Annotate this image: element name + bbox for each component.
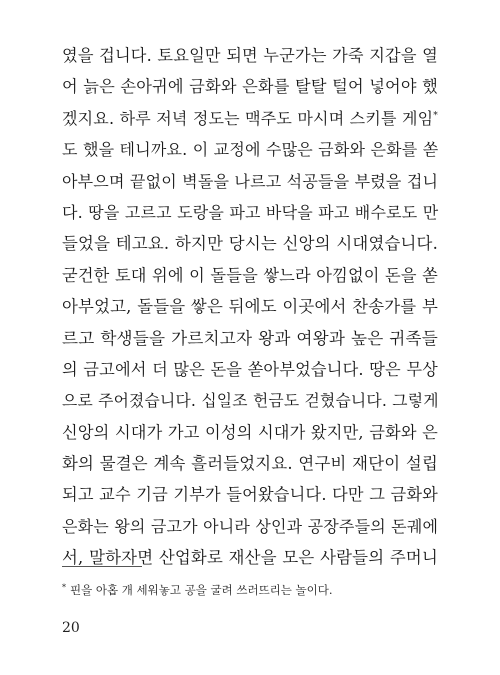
body-line: 으로 주어졌습니다. 십일조 헌금도 걷혔습니다. 그렇게 <box>62 391 439 411</box>
footnote-text: 핀을 아홉 개 세워놓고 공을 굴려 쓰러뜨리는 놀이다. <box>70 583 333 597</box>
body-line: 아부었고, 돌들을 쌓은 뒤에도 이곳에서 찬송가를 부 <box>62 297 438 317</box>
body-line: 굳건한 토대 위에 이 돌들을 쌓느라 아낌없이 돈을 쏟 <box>62 265 438 285</box>
body-line: 였을 겁니다. 토요일만 되면 누군가는 가죽 지갑을 열 <box>62 46 438 65</box>
body-line-with-footnote <box>62 103 438 134</box>
body-line: 의 금고에서 더 많은 돈을 쏟아부었습니다. 땅은 무상 <box>62 359 438 379</box>
body-line: 되고 교수 기금 기부가 들어왔습니다. 다만 그 금화와 <box>62 485 438 505</box>
body-line: 도 했을 테니까요. 이 교정에 수많은 금화와 은화를 쏟 <box>62 140 439 160</box>
footnote-mark: * <box>62 583 66 592</box>
footnote <box>62 580 442 598</box>
body-line-text: 겠지요. 하루 저녁 정도는 맥주도 마시며 스키틀 게임 <box>62 108 434 128</box>
body-line: 화의 물결은 계속 흘러들었지요. 연구비 재단이 설립 <box>62 454 438 474</box>
body-line: 은화는 왕의 금고가 아니라 상인과 공장주들의 돈궤에 <box>62 516 439 536</box>
body-line: 서, 말하자면 산업화로 재산을 모은 사람들의 주머니 <box>62 548 438 568</box>
footnote-divider <box>62 566 142 567</box>
body-line: 어 늙은 손아귀에 금화와 은화를 탈탈 털어 넣어야 했 <box>62 77 438 97</box>
body-line: 다. 땅을 고르고 도랑을 파고 바닥을 파고 배수로도 만 <box>62 202 439 222</box>
body-line: 아부으며 끝없이 벽돌을 나르고 석공들을 부렸을 겁니 <box>62 171 439 191</box>
body-line: 신앙의 시대가 가고 이성의 시대가 왔지만, 금화와 은 <box>62 422 438 442</box>
body-line: 들었을 테고요. 하지만 당시는 신앙의 시대였습니다. <box>62 234 438 254</box>
footnote-reference-mark: * <box>433 110 438 121</box>
body-line: 르고 학생들을 가르치고자 왕과 여왕과 높은 귀족들 <box>62 328 438 348</box>
page-number: 20 <box>62 620 80 636</box>
body-text <box>62 40 438 574</box>
